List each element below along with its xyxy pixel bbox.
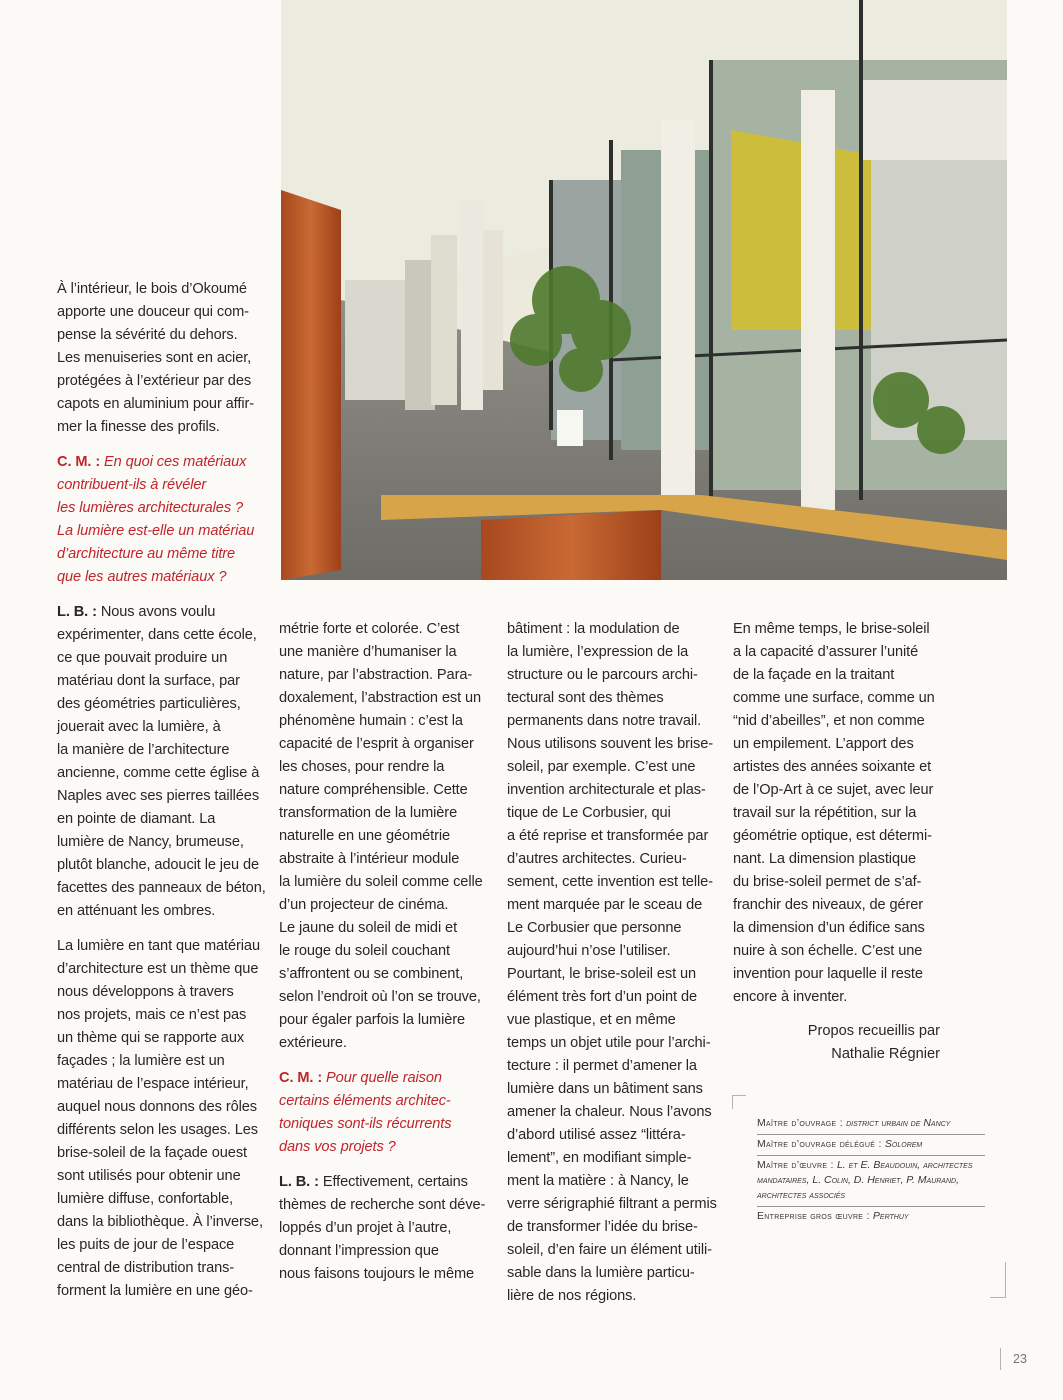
text-line: une manière d’humaniser la <box>279 644 457 660</box>
text-line: Pour quelle raison <box>326 1070 442 1086</box>
text-line: À l’intérieur, le bois d’Okoumé <box>57 281 247 297</box>
text-line: soleil, par exemple. C’est une <box>507 759 696 775</box>
credit-key: Maître d’ouvrage : <box>757 1117 847 1129</box>
text-line: la manière de l’architecture <box>57 742 230 758</box>
text-line: Naples avec ses pierres taillées <box>57 788 260 804</box>
text-line: mer la finesse des profils. <box>57 419 220 435</box>
text-line: pour égaler parfois la lumière <box>279 1012 466 1028</box>
text-line: amener la chaleur. Nous l’avons <box>507 1104 712 1120</box>
paragraph <box>279 618 489 1055</box>
text-line: transformation de la lumière <box>279 805 458 821</box>
credits-bracket-top <box>732 1095 746 1109</box>
paragraph <box>733 618 963 1009</box>
text-line: la lumière, l’expression de la <box>507 644 689 660</box>
paragraph <box>57 935 267 1303</box>
credit-value: district urbain de Nancy <box>846 1117 951 1129</box>
text-line: contribuent-ils à révéler <box>57 477 207 493</box>
text-line: travail sur la répétition, sur la <box>733 805 917 821</box>
text-line: toniques sont-ils récurrents <box>279 1116 452 1132</box>
text-line: pense la sévérité du dehors. <box>57 327 238 343</box>
text-line: d’architecture est un thème que <box>57 961 259 977</box>
text-line: auquel nous donnons des rôles <box>57 1099 257 1115</box>
text-line: forment la lumière en une géo- <box>57 1283 253 1299</box>
text-line: d’un projecteur de cinéma. <box>279 897 449 913</box>
text-line: temps un objet utile pour l’archi- <box>507 1035 711 1051</box>
text-line: Pourtant, le brise-soleil est un <box>507 966 697 982</box>
interior-photo <box>281 0 1007 580</box>
text-line: façades ; la lumière est un <box>57 1053 225 1069</box>
text-line: extérieure. <box>279 1035 347 1051</box>
text-line: de l’Op-Art à ce sujet, avec leur <box>733 782 934 798</box>
text-line: des géométries particulières, <box>57 696 241 712</box>
text-line: capots en aluminium pour affir- <box>57 396 254 412</box>
text-line: nuire à son échelle. C’est une <box>733 943 923 959</box>
text-line: lement”, en modifiant simple- <box>507 1150 692 1166</box>
text-line: ancienne, comme cette église à <box>57 765 260 781</box>
question-1 <box>57 451 267 589</box>
text-line: dans la bibliothèque. À l’inverse, <box>57 1214 263 1230</box>
credit-row <box>757 1207 985 1227</box>
text-line: vue plastique, et en même <box>507 1012 676 1028</box>
text-line: donnant l’impression que <box>279 1243 439 1259</box>
text-line: tique de Le Corbusier, qui <box>507 805 671 821</box>
text-line: artistes des années soixante et <box>733 759 932 775</box>
text-line: nature, par l’abstraction. Para- <box>279 667 473 683</box>
answer-2 <box>279 1171 489 1286</box>
text-line: d’abord utilisé assez “littéra- <box>507 1127 686 1143</box>
text-line: différents selon les usages. Les <box>57 1122 258 1138</box>
text-line: en atténuant les ombres. <box>57 903 216 919</box>
text-line: ment marquée par le sceau de <box>507 897 703 913</box>
text-line: ment la matière : à Nancy, le <box>507 1173 689 1189</box>
text-line: lumière dans un bâtiment sans <box>507 1081 703 1097</box>
text-line: doxalement, l’abstraction est un <box>279 690 482 706</box>
paragraph <box>507 618 717 1308</box>
text-line: les puits de jour de l’espace <box>57 1237 235 1253</box>
text-line: “nid d’abeilles”, et non comme <box>733 713 925 729</box>
credit-row <box>757 1114 985 1135</box>
text-line: sement, cette invention est telle- <box>507 874 713 890</box>
text-line: de transformer l’idée du brise- <box>507 1219 698 1235</box>
text-line: nature compréhensible. Cette <box>279 782 468 798</box>
text-line: a la capacité d’assurer l’unité <box>733 644 919 660</box>
text-line: Le Corbusier que personne <box>507 920 682 936</box>
speaker-label: L. B. : <box>57 604 97 620</box>
question-2 <box>279 1067 489 1159</box>
text-line: phénomène humain : c’est la <box>279 713 463 729</box>
text-line: permanents dans notre travail. <box>507 713 702 729</box>
text-line: franchir des niveaux, de gérer <box>733 897 924 913</box>
text-line: capacité de l’esprit à organiser <box>279 736 474 752</box>
text-line: que les autres matériaux ? <box>57 569 227 585</box>
text-line: verre sérigraphié filtrant a permis <box>507 1196 717 1212</box>
text-line: invention architecturale et plas- <box>507 782 706 798</box>
text-line: encore à inventer. <box>733 989 848 1005</box>
text-line: nous faisons toujours le même <box>279 1266 475 1282</box>
text-line: lumière diffuse, confortable, <box>57 1191 234 1207</box>
column-left <box>57 278 267 1315</box>
text-line: thèmes de recherche sont déve- <box>279 1197 486 1213</box>
interior-photo-illustration <box>281 0 1007 580</box>
text-line: aujourd’hui n’ose l’utiliser. <box>507 943 671 959</box>
credit-key: Maître d’ouvrage délégué : <box>757 1138 885 1150</box>
text-line: soleil, d’en faire un élément utili- <box>507 1242 712 1258</box>
text-line: Les menuiseries sont en acier, <box>57 350 252 366</box>
text-line: expérimenter, dans cette école, <box>57 627 257 643</box>
text-line: géométrie optique, est détermi- <box>733 828 932 844</box>
text-line: sable dans la lumière particu- <box>507 1265 695 1281</box>
text-line: les choses, pour rendre la <box>279 759 445 775</box>
text-line: La lumière en tant que matériau <box>57 938 260 954</box>
text-line: ce que pouvait produire un <box>57 650 228 666</box>
speaker-label: C. M. : <box>57 454 101 470</box>
byline <box>770 1020 940 1066</box>
text-line: de la façade en la traitant <box>733 667 895 683</box>
text-line: d’architecture au même titre <box>57 546 236 562</box>
page-number: 23 <box>1000 1348 1040 1370</box>
text-line: métrie forte et colorée. C’est <box>279 621 460 637</box>
text-line: nous développons à travers <box>57 984 234 1000</box>
text-line: jouerait avec la lumière, à <box>57 719 221 735</box>
text-line: certains éléments architec- <box>279 1093 451 1109</box>
text-line: lière de nos régions. <box>507 1288 637 1304</box>
text-line: lumière de Nancy, brumeuse, <box>57 834 244 850</box>
text-line: bâtiment : la modulation de <box>507 621 680 637</box>
text-line: apporte une douceur qui com- <box>57 304 249 320</box>
credit-key: Entreprise gros œuvre : <box>757 1210 873 1222</box>
column-4 <box>733 618 963 1021</box>
text-line: la lumière du soleil comme celle <box>279 874 483 890</box>
credit-value: Solorem <box>884 1138 923 1150</box>
text-line: nant. La dimension plastique <box>733 851 916 867</box>
credits-box <box>757 1114 985 1227</box>
text-line: Le jaune du soleil de midi et <box>279 920 458 936</box>
byline-line: Propos recueillis par <box>807 1023 940 1039</box>
text-line: les lumières architecturales ? <box>57 500 243 516</box>
text-line: en pointe de diamant. La <box>57 811 216 827</box>
intro-paragraph <box>57 278 267 439</box>
text-line: Nous utilisons souvent les brise- <box>507 736 713 752</box>
text-line: s’affrontent ou se combinent, <box>279 966 464 982</box>
text-line: La lumière est-elle un matériau <box>57 523 255 539</box>
text-line: matériau de l’espace intérieur, <box>57 1076 249 1092</box>
column-3 <box>507 618 717 1320</box>
text-line: brise-soleil de la façade ouest <box>57 1145 247 1161</box>
text-line: tecture : il permet d’amener la <box>507 1058 697 1074</box>
text-line: d’autres architectes. Curieu- <box>507 851 687 867</box>
text-line: nos projets, mais ce n’est pas <box>57 1007 247 1023</box>
text-line: En même temps, le brise-soleil <box>733 621 930 637</box>
credit-value: L. et E. Beaudouin, architectes mandataires, L. Colin, D. Henriet, P. Maurand, architectes associés <box>757 1159 973 1201</box>
credit-row <box>757 1135 985 1156</box>
text-line: le rouge du soleil couchant <box>279 943 450 959</box>
credit-key: Maître d’œuvre : <box>757 1159 837 1171</box>
text-line: selon l’endroit où l’on se trouve, <box>279 989 481 1005</box>
text-line: élément très fort d’un point de <box>507 989 697 1005</box>
text-line: structure ou le parcours archi- <box>507 667 698 683</box>
text-line: loppés d’un projet à l’autre, <box>279 1220 452 1236</box>
text-line: la dimension d’un édifice sans <box>733 920 925 936</box>
text-line: invention pour laquelle il reste <box>733 966 923 982</box>
text-line: protégées à l’extérieur par des <box>57 373 252 389</box>
credit-value: Perthuy <box>872 1210 909 1222</box>
answer-1 <box>57 601 267 923</box>
text-line: un empilement. L’apport des <box>733 736 914 752</box>
text-line: sont utilisés pour obtenir une <box>57 1168 241 1184</box>
text-line: tectural sont des thèmes <box>507 690 664 706</box>
credits-bracket-bottom <box>990 1262 1006 1298</box>
speaker-label: L. B. : <box>279 1174 319 1190</box>
text-line: En quoi ces matériaux <box>104 454 247 470</box>
byline-line: Nathalie Régnier <box>831 1046 940 1062</box>
text-line: Nous avons voulu <box>100 604 216 620</box>
text-line: plutôt blanche, adoucit le jeu de <box>57 857 259 873</box>
text-line: central de distribution trans- <box>57 1260 235 1276</box>
text-line: Effectivement, certains <box>322 1174 468 1190</box>
column-2 <box>279 618 489 1298</box>
text-line: dans vos projets ? <box>279 1139 396 1155</box>
text-line: du brise-soleil permet de s’af- <box>733 874 922 890</box>
text-line: matériau dont la surface, par <box>57 673 240 689</box>
text-line: naturelle en une géométrie <box>279 828 451 844</box>
text-line: un thème qui se rapporte aux <box>57 1030 245 1046</box>
text-line: comme une surface, comme un <box>733 690 935 706</box>
text-line: a été reprise et transformée par <box>507 828 709 844</box>
speaker-label: C. M. : <box>279 1070 323 1086</box>
credit-row <box>757 1156 985 1207</box>
text-line: facettes des panneaux de béton, <box>57 880 266 896</box>
text-line: abstraite à l’intérieur module <box>279 851 460 867</box>
